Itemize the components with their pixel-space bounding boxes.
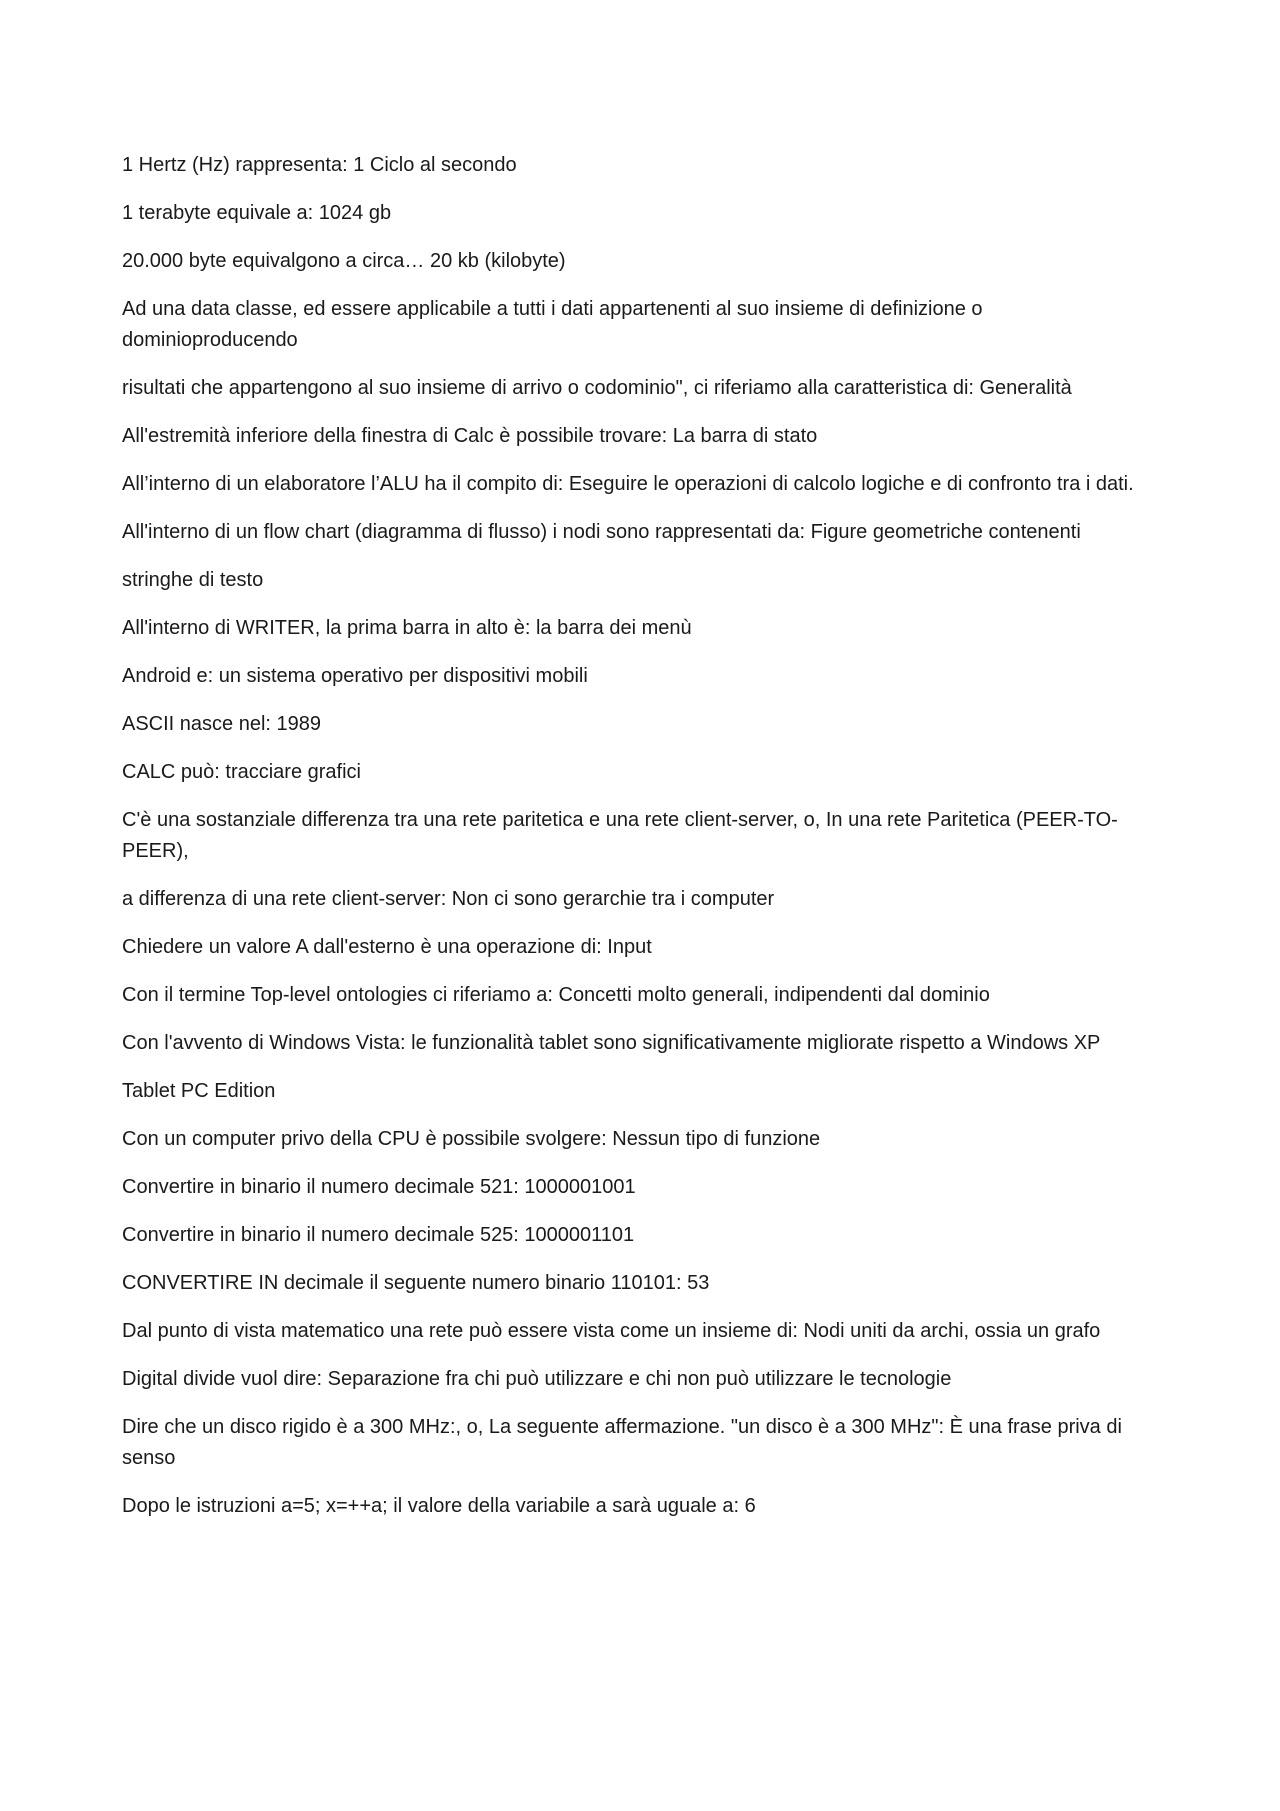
paragraph: Convertire in binario il numero decimale 521: 1000001001 [122,1176,636,1198]
paragraph: CALC può: tracciare grafici [122,761,361,783]
paragraph: Ad una data classe, ed essere applicabile a tutti i dati appartenenti al suo insieme di definizione o dominioproducendo [122,298,983,351]
paragraph: risultati che appartengono al suo insieme di arrivo o codominio", ci riferiamo alla caratteristica di: Generalità [122,377,1072,399]
paragraph: stringhe di testo [122,569,264,591]
paragraph: Con l'avvento di Windows Vista: le funzionalità tablet sono significativamente migliorate rispetto a Windows XP [122,1032,1101,1054]
paragraph: Digital divide vuol dire: Separazione fra chi può utilizzare e chi non può utilizzare le tecnologie [122,1368,952,1390]
paragraph: 1 terabyte equivale a: 1024 gb [122,202,392,224]
paragraph: 20.000 byte equivalgono a circa… 20 kb (kilobyte) [122,250,566,272]
paragraph: Chiedere un valore A dall'esterno è una operazione di: Input [122,936,652,958]
paragraph: Dal punto di vista matematico una rete può essere vista come un insieme di: Nodi uniti da archi, ossia un grafo [122,1320,1101,1342]
paragraph: All'interno di un flow chart (diagramma di flusso) i nodi sono rappresentati da: Figure geometriche contenenti [122,521,1081,543]
paragraph: Dire che un disco rigido è a 300 MHz:, o, La seguente affermazione. "un disco è a 300 MHz": È una frase priva di senso [122,1416,1122,1469]
paragraph: Android e: un sistema operativo per dispositivi mobili [122,665,588,687]
paragraph: a differenza di una rete client-server: Non ci sono gerarchie tra i computer [122,888,775,910]
paragraph: Tablet PC Edition [122,1080,276,1102]
paragraph: Con un computer privo della CPU è possibile svolgere: Nessun tipo di funzione [122,1128,821,1150]
paragraph: CONVERTIRE IN decimale il seguente numero binario 110101: 53 [122,1272,710,1294]
paragraph: Convertire in binario il numero decimale 525: 1000001101 [122,1224,635,1246]
paragraph: Con il termine Top-level ontologies ci riferiamo a: Concetti molto generali, indipendenti dal dominio [122,984,990,1006]
paragraph: All'interno di WRITER, la prima barra in alto è: la barra dei menù [122,617,692,639]
paragraph: ASCII nasce nel: 1989 [122,713,322,735]
paragraph: 1 Hertz (Hz) rappresenta: 1 Ciclo al secondo [122,154,517,176]
paragraph: C'è una sostanziale differenza tra una rete paritetica e una rete client-server, o, In una rete Paritetica (PEER-TO-PEER), [122,809,1118,862]
paragraph: All’interno di un elaboratore l’ALU ha il compito di: Eseguire le operazioni di calcolo logiche e di confronto tra i dati. [122,473,1134,495]
paragraph: All'estremità inferiore della finestra di Calc è possibile trovare: La barra di stato [122,425,818,447]
paragraph: Dopo le istruzioni a=5; x=++a; il valore della variabile a sarà uguale a: 6 [122,1495,756,1517]
